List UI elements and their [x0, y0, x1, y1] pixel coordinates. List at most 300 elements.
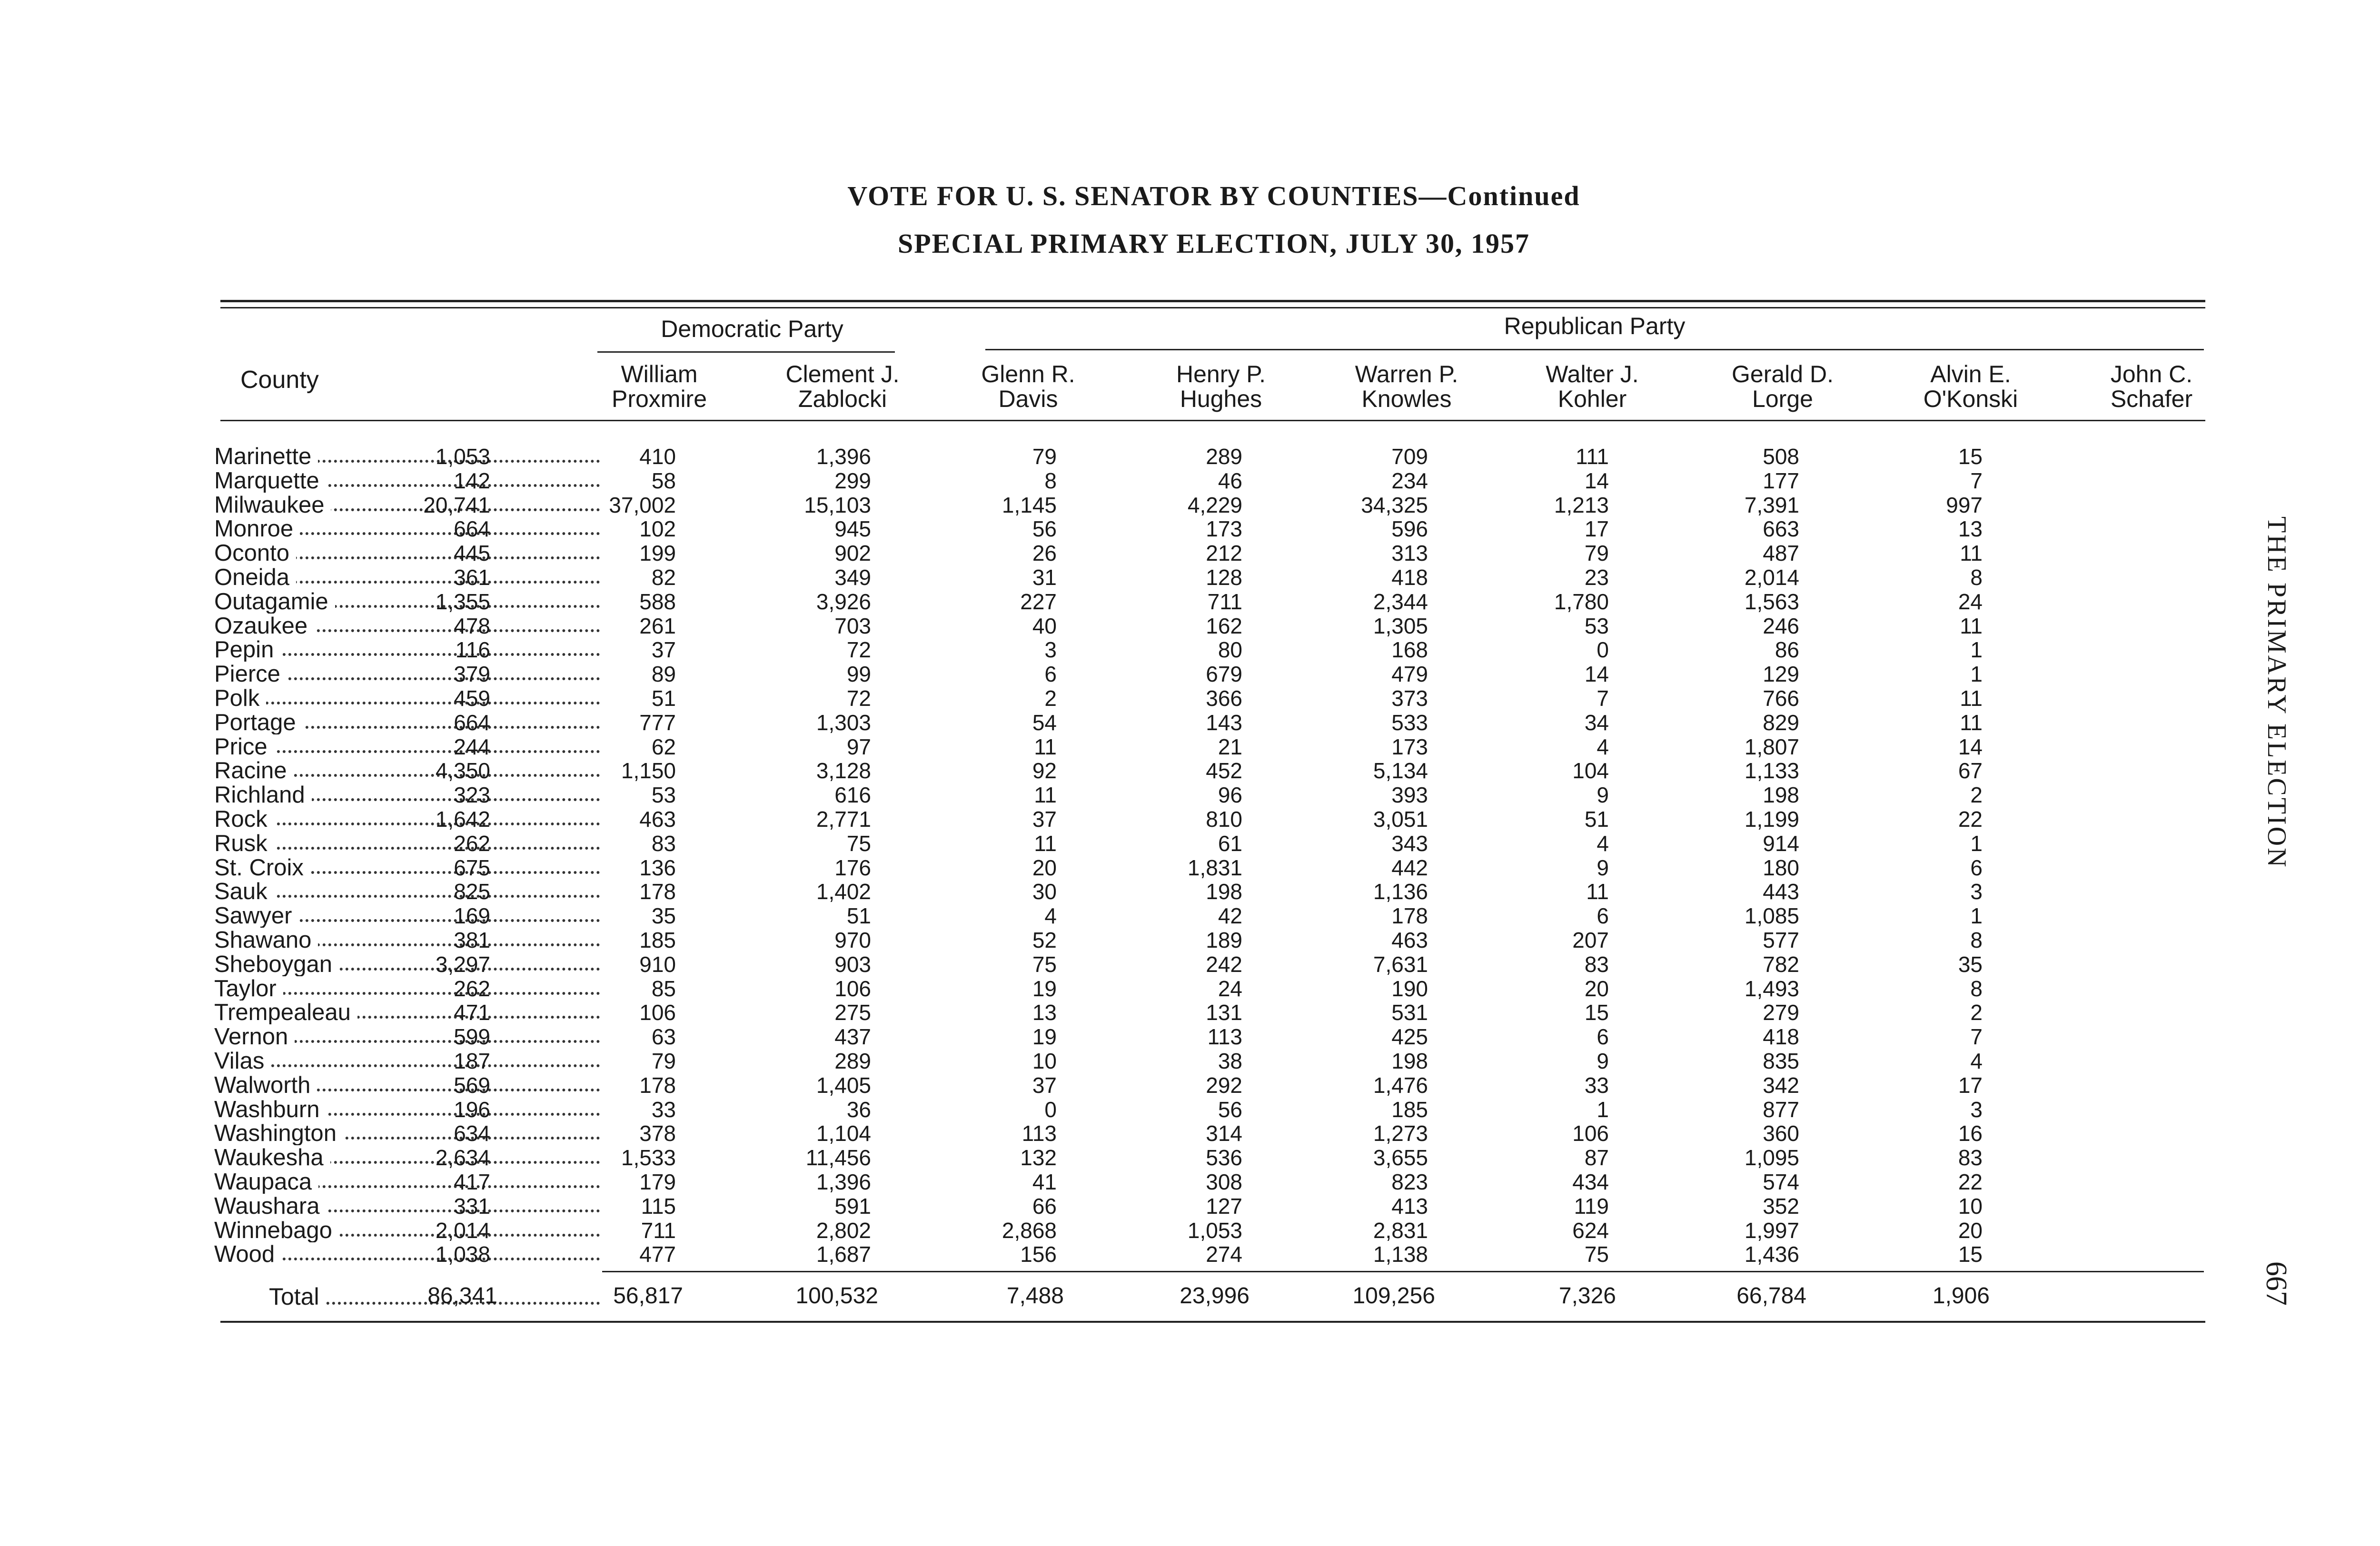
county-name: Price: [214, 735, 274, 759]
vote-cell: 2: [1044, 685, 1057, 711]
vote-cell: 343: [1391, 831, 1428, 856]
vote-cell: 227: [1020, 589, 1057, 614]
vote-cell: 15,103: [804, 492, 871, 517]
vote-cell: 299: [834, 468, 871, 493]
candidate-header: [1507, 362, 1678, 411]
vote-cell: 1,642: [435, 806, 490, 832]
vote-cell: 7,631: [1373, 951, 1428, 977]
vote-cell: 531: [1391, 1000, 1428, 1025]
vote-cell: 1,476: [1373, 1072, 1428, 1098]
county-name: Wood: [214, 1242, 281, 1266]
vote-cell: 902: [834, 541, 871, 566]
vote-cell: 33: [651, 1097, 676, 1122]
vote-cell: 173: [1391, 734, 1428, 759]
vote-cell: 79: [1584, 541, 1609, 566]
vote-cell: 1,355: [435, 589, 490, 614]
vote-cell: 15: [1584, 1000, 1609, 1025]
vote-cell: 6: [1044, 662, 1057, 687]
vote-cell: 10: [1032, 1048, 1057, 1073]
vote-cell: 75: [846, 831, 871, 856]
vote-cell: 119: [1574, 1193, 1609, 1219]
vote-cell: 366: [1206, 685, 1242, 711]
vote-cell: 2,344: [1373, 589, 1428, 614]
table-row: [214, 1001, 2213, 1025]
table-row: [214, 807, 2213, 832]
county-name: Pierce: [214, 662, 287, 686]
vote-cell: 37: [651, 637, 676, 663]
table-row: [214, 517, 2213, 541]
county-name: Richland: [214, 783, 312, 807]
table-row: [214, 662, 2213, 686]
vote-cell: 46: [1218, 468, 1242, 493]
vote-cell: 596: [1391, 516, 1428, 542]
vote-cell: 180: [1763, 855, 1799, 880]
vote-cell: 38: [1218, 1048, 1242, 1073]
vote-cell: 3: [1970, 879, 1983, 904]
vote-cell: 1: [1970, 637, 1983, 663]
county-name: Shawano: [214, 928, 318, 952]
vote-cell: 1,493: [1744, 976, 1799, 1001]
vote-cell: 86: [1775, 637, 1799, 663]
total-vote-cell: 109,256: [1352, 1283, 1435, 1308]
table-row: [214, 1049, 2213, 1073]
vote-cell: 1,053: [435, 444, 490, 469]
table-row: [214, 1194, 2213, 1219]
vote-cell: 381: [454, 927, 490, 952]
vote-cell: 0: [1044, 1097, 1057, 1122]
table-row: [214, 565, 2213, 590]
vote-cell: 176: [834, 855, 871, 880]
table-row: [214, 1219, 2213, 1243]
vote-cell: 8: [1044, 468, 1057, 493]
vote-cell: 3: [1044, 637, 1057, 663]
vote-cell: 599: [454, 1024, 490, 1050]
table-row: [214, 1098, 2213, 1122]
vote-cell: 1,085: [1744, 903, 1799, 929]
table-row: [214, 445, 2213, 469]
vote-cell: 129: [1763, 662, 1799, 687]
vote-cell: 17: [1584, 516, 1609, 542]
vote-cell: 11: [1960, 613, 1983, 638]
total-vote-cell: 23,996: [1180, 1283, 1250, 1308]
total-label: Total: [269, 1283, 326, 1310]
vote-cell: 2,014: [435, 1218, 490, 1243]
vote-cell: 663: [1763, 516, 1799, 542]
democratic-underline: [597, 351, 895, 353]
vote-cell: 62: [651, 734, 676, 759]
vote-cell: 1,780: [1554, 589, 1609, 614]
vote-cell: 1,807: [1744, 734, 1799, 759]
vote-cell: 113: [1021, 1121, 1057, 1146]
vote-cell: 9: [1597, 855, 1609, 880]
vote-cell: 143: [1206, 710, 1242, 735]
vote-cell: 2: [1970, 1000, 1983, 1025]
vote-cell: 711: [641, 1218, 676, 1243]
county-name: Oneida: [214, 565, 296, 589]
vote-cell: 634: [454, 1121, 490, 1146]
vote-cell: 37: [1032, 806, 1057, 832]
vote-table-body: [214, 445, 2213, 1267]
total-vote-cell: 7,488: [1006, 1283, 1064, 1308]
candidate-last-name: Lorge: [1752, 386, 1813, 412]
vote-cell: 53: [651, 783, 676, 808]
vote-cell: 782: [1763, 951, 1799, 977]
vote-cell: 2,868: [1002, 1218, 1057, 1243]
vote-cell: 246: [1763, 613, 1799, 638]
vote-cell: 1,436: [1744, 1242, 1799, 1267]
candidate-header: [2066, 362, 2237, 411]
vote-cell: 14: [1584, 468, 1609, 493]
vote-cell: 313: [1391, 541, 1428, 566]
vote-cell: 1,136: [1373, 879, 1428, 904]
vote-cell: 459: [454, 685, 490, 711]
vote-cell: 413: [1391, 1193, 1428, 1219]
table-row: [214, 1073, 2213, 1098]
candidate-last-name: Schafer: [2110, 386, 2193, 412]
vote-cell: 26: [1032, 541, 1057, 566]
vote-cell: 63: [651, 1024, 676, 1050]
vote-cell: 437: [834, 1024, 871, 1050]
vote-cell: 87: [1584, 1145, 1609, 1170]
county-name: Milwaukee: [214, 493, 331, 517]
candidate-last-name: Knowles: [1361, 386, 1452, 412]
vote-cell: 113: [1207, 1024, 1242, 1050]
vote-cell: 679: [1206, 662, 1242, 687]
county-name: Waukesha: [214, 1146, 330, 1169]
table-row: [214, 614, 2213, 638]
vote-cell: 58: [651, 468, 676, 493]
vote-cell: 463: [639, 806, 676, 832]
vote-cell: 418: [1763, 1024, 1799, 1050]
county-name: Sheboygan: [214, 952, 339, 976]
vote-cell: 3,297: [435, 951, 490, 977]
vote-cell: 37: [1032, 1072, 1057, 1098]
vote-cell: 471: [454, 1000, 490, 1025]
vote-cell: 3,926: [816, 589, 871, 614]
vote-cell: 616: [834, 783, 871, 808]
vote-cell: 11: [1960, 710, 1983, 735]
vote-cell: 4: [1597, 734, 1609, 759]
table-row: [214, 711, 2213, 735]
vote-cell: 13: [1032, 1000, 1057, 1025]
vote-cell: 33: [1584, 1072, 1609, 1098]
vote-cell: 418: [1391, 565, 1428, 590]
vote-cell: 97: [846, 734, 871, 759]
vote-cell: 20: [1958, 1218, 1983, 1243]
vote-cell: 199: [639, 541, 676, 566]
vote-cell: 1: [1970, 831, 1983, 856]
vote-cell: 178: [639, 1072, 676, 1098]
vote-cell: 9: [1597, 1048, 1609, 1073]
page-title: VOTE FOR U. S. SENATOR BY COUNTIES—Continued: [847, 180, 1580, 211]
vote-cell: 1: [1597, 1097, 1609, 1122]
vote-cell: 8: [1970, 976, 1983, 1001]
vote-cell: 1,563: [1744, 589, 1799, 614]
vote-cell: 92: [1032, 758, 1057, 783]
vote-cell: 0: [1597, 637, 1609, 663]
vote-cell: 1,038: [435, 1242, 490, 1267]
vote-cell: 487: [1763, 541, 1799, 566]
county-name: Monroe: [214, 517, 300, 541]
vote-cell: 1,396: [816, 444, 871, 469]
county-name: Racine: [214, 759, 294, 783]
vote-cell: 1,145: [1002, 492, 1057, 517]
vote-cell: 72: [846, 637, 871, 663]
county-name: Marquette: [214, 469, 326, 493]
table-row: [214, 928, 2213, 952]
table-row: [214, 832, 2213, 856]
vote-cell: 425: [1391, 1024, 1428, 1050]
vote-cell: 8: [1970, 565, 1983, 590]
candidate-header: [1697, 362, 1868, 411]
vote-cell: 13: [1958, 516, 1983, 542]
candidate-first-name: John C.: [2110, 361, 2193, 387]
vote-cell: 168: [1391, 637, 1428, 663]
vote-cell: 434: [1572, 1169, 1609, 1194]
vote-cell: 574: [1763, 1169, 1799, 1194]
vote-cell: 443: [1763, 879, 1799, 904]
vote-cell: 914: [1763, 831, 1799, 856]
vote-cell: 910: [639, 951, 676, 977]
vote-cell: 99: [846, 662, 871, 687]
total-row: [214, 1283, 2213, 1311]
vote-cell: 417: [454, 1169, 490, 1194]
vote-cell: 196: [454, 1097, 490, 1122]
vote-cell: 3: [1970, 1097, 1983, 1122]
vote-cell: 131: [1206, 1000, 1242, 1025]
vote-cell: 198: [1206, 879, 1242, 904]
vote-cell: 22: [1958, 1169, 1983, 1194]
vote-cell: 360: [1763, 1121, 1799, 1146]
vote-cell: 342: [1763, 1072, 1799, 1098]
vote-cell: 187: [454, 1048, 490, 1073]
vote-cell: 15: [1958, 444, 1983, 469]
vote-cell: 262: [454, 831, 490, 856]
table-row: [214, 856, 2213, 880]
table-row: [214, 783, 2213, 807]
vote-cell: 24: [1958, 589, 1983, 614]
county-name: Walworth: [214, 1073, 317, 1097]
vote-cell: 34: [1584, 710, 1609, 735]
top-rule-upper: [220, 300, 2205, 302]
vote-cell: 536: [1206, 1145, 1242, 1170]
candidate-header: [757, 362, 928, 411]
vote-cell: 162: [1206, 613, 1242, 638]
header-bottom-rule: [220, 420, 2205, 421]
vote-cell: 11: [1960, 685, 1983, 711]
vote-cell: 262: [454, 976, 490, 1001]
vote-cell: 185: [639, 927, 676, 952]
vote-cell: 35: [1958, 951, 1983, 977]
vote-cell: 36: [846, 1097, 871, 1122]
vote-cell: 19: [1032, 1024, 1057, 1050]
vote-cell: 373: [1391, 685, 1428, 711]
vote-cell: 20: [1584, 976, 1609, 1001]
county-name: Marinette: [214, 445, 318, 468]
county-name: Rock: [214, 807, 274, 831]
vote-cell: 766: [1763, 685, 1799, 711]
vote-cell: 4: [1597, 831, 1609, 856]
vote-cell: 1,831: [1187, 855, 1242, 880]
vote-cell: 2: [1970, 783, 1983, 808]
county-name: Pepin: [214, 638, 280, 662]
vote-cell: 1,138: [1373, 1242, 1428, 1267]
vote-cell: 323: [454, 783, 490, 808]
candidate-last-name: O'Konski: [1923, 386, 2018, 412]
candidate-first-name: Gerald D.: [1732, 361, 1834, 387]
vote-cell: 7: [1970, 468, 1983, 493]
vote-cell: 11: [1034, 831, 1057, 856]
vote-cell: 51: [846, 903, 871, 929]
vote-cell: 4: [1970, 1048, 1983, 1073]
vote-cell: 7: [1970, 1024, 1983, 1050]
vote-cell: 1,402: [816, 879, 871, 904]
vote-cell: 35: [651, 903, 676, 929]
vote-cell: 970: [834, 927, 871, 952]
county-name: Vilas: [214, 1049, 271, 1073]
vote-cell: 664: [454, 516, 490, 542]
vote-cell: 777: [639, 710, 676, 735]
vote-cell: 22: [1958, 806, 1983, 832]
vote-cell: 8: [1970, 927, 1983, 952]
county-name: Washburn: [214, 1098, 327, 1121]
vote-cell: 379: [454, 662, 490, 687]
vote-cell: 207: [1572, 927, 1609, 952]
vote-cell: 6: [1970, 855, 1983, 880]
total-vote-cell: 66,784: [1736, 1283, 1806, 1308]
candidate-first-name: Walter J.: [1546, 361, 1639, 387]
candidate-first-name: Warren P.: [1355, 361, 1458, 387]
vote-cell: 1,104: [816, 1121, 871, 1146]
county-header: County: [240, 366, 319, 394]
vote-cell: 54: [1032, 710, 1057, 735]
vote-cell: 7: [1597, 685, 1609, 711]
vote-cell: 116: [455, 637, 490, 663]
vote-cell: 11: [1034, 734, 1057, 759]
vote-cell: 142: [454, 468, 490, 493]
candidate-header: [574, 362, 745, 411]
vote-cell: 17: [1958, 1072, 1983, 1098]
candidate-first-name: Glenn R.: [981, 361, 1075, 387]
vote-cell: 11: [1960, 541, 1983, 566]
vote-cell: 106: [1572, 1121, 1609, 1146]
candidate-last-name: Davis: [998, 386, 1058, 412]
table-row: [214, 493, 2213, 517]
top-rule-lower: [220, 307, 2205, 308]
vote-cell: 19: [1032, 976, 1057, 1001]
vote-cell: 79: [1032, 444, 1057, 469]
vote-cell: 79: [651, 1048, 676, 1073]
total-vote-cell: 7,326: [1558, 1283, 1616, 1308]
vote-cell: 877: [1763, 1097, 1799, 1122]
vote-cell: 185: [1391, 1097, 1428, 1122]
vote-cell: 61: [1218, 831, 1242, 856]
running-head: THE PRIMARY ELECTION: [2262, 516, 2291, 869]
vote-cell: 823: [1391, 1169, 1428, 1194]
county-name: Taylor: [214, 977, 283, 1001]
vote-cell: 1,405: [816, 1072, 871, 1098]
county-name: Sauk: [214, 880, 274, 903]
vote-cell: 189: [1206, 927, 1242, 952]
vote-cell: 2,831: [1373, 1218, 1428, 1243]
vote-cell: 75: [1584, 1242, 1609, 1267]
vote-cell: 53: [1584, 613, 1609, 638]
vote-cell: 111: [1576, 444, 1609, 469]
vote-cell: 825: [454, 879, 490, 904]
vote-cell: 20,741: [423, 492, 490, 517]
vote-cell: 178: [639, 879, 676, 904]
table-row: [214, 977, 2213, 1001]
vote-cell: 3,128: [816, 758, 871, 783]
county-name: Rusk: [214, 832, 274, 855]
county-name: Winnebago: [214, 1219, 339, 1242]
vote-cell: 83: [1958, 1145, 1983, 1170]
candidate-last-name: Hughes: [1180, 386, 1262, 412]
total-vote-cell: 100,532: [795, 1283, 878, 1308]
vote-cell: 703: [834, 613, 871, 638]
vote-cell: 106: [834, 976, 871, 1001]
vote-cell: 169: [454, 903, 490, 929]
vote-cell: 577: [1763, 927, 1799, 952]
county-name: Waushara: [214, 1194, 327, 1218]
county-name: Waupaca: [214, 1170, 318, 1194]
vote-cell: 275: [834, 1000, 871, 1025]
bottom-rule: [220, 1321, 2205, 1323]
vote-cell: 442: [1391, 855, 1428, 880]
vote-cell: 1,533: [621, 1145, 676, 1170]
democratic-party-header: Democratic Party: [661, 316, 843, 342]
vote-cell: 198: [1763, 783, 1799, 808]
vote-cell: 4,229: [1187, 492, 1242, 517]
vote-cell: 1,133: [1744, 758, 1799, 783]
vote-cell: 128: [1206, 565, 1242, 590]
vote-cell: 4: [1044, 903, 1057, 929]
vote-cell: 115: [641, 1193, 676, 1219]
vote-cell: 1,305: [1373, 613, 1428, 638]
vote-cell: 349: [834, 565, 871, 590]
vote-cell: 308: [1206, 1169, 1242, 1194]
vote-cell: 1,273: [1373, 1121, 1428, 1146]
vote-cell: 21: [1218, 734, 1242, 759]
vote-cell: 478: [454, 613, 490, 638]
vote-cell: 212: [1206, 541, 1242, 566]
candidate-header: [1321, 362, 1492, 411]
total-vote-cell: 56,817: [613, 1283, 683, 1308]
county-name: Polk: [214, 686, 266, 710]
table-row: [214, 590, 2213, 614]
vote-cell: 242: [1206, 951, 1242, 977]
vote-cell: 463: [1391, 927, 1428, 952]
vote-cell: 40: [1032, 613, 1057, 638]
vote-cell: 102: [639, 516, 676, 542]
page-subtitle: SPECIAL PRIMARY ELECTION, JULY 30, 1957: [898, 228, 1530, 259]
vote-cell: 52: [1032, 927, 1057, 952]
table-row: [214, 952, 2213, 977]
vote-cell: 292: [1206, 1072, 1242, 1098]
vote-cell: 244: [454, 734, 490, 759]
republican-underline: [985, 349, 2204, 350]
vote-cell: 1,213: [1554, 492, 1609, 517]
vote-cell: 127: [1206, 1193, 1242, 1219]
county-name: Outagamie: [214, 590, 335, 614]
vote-cell: 2,014: [1744, 565, 1799, 590]
vote-cell: 6: [1597, 903, 1609, 929]
vote-cell: 591: [834, 1193, 871, 1219]
vote-cell: 352: [1763, 1193, 1799, 1219]
table-row: [214, 1242, 2213, 1267]
vote-cell: 11: [1586, 879, 1609, 904]
republican-party-header: Republican Party: [1504, 313, 1686, 339]
